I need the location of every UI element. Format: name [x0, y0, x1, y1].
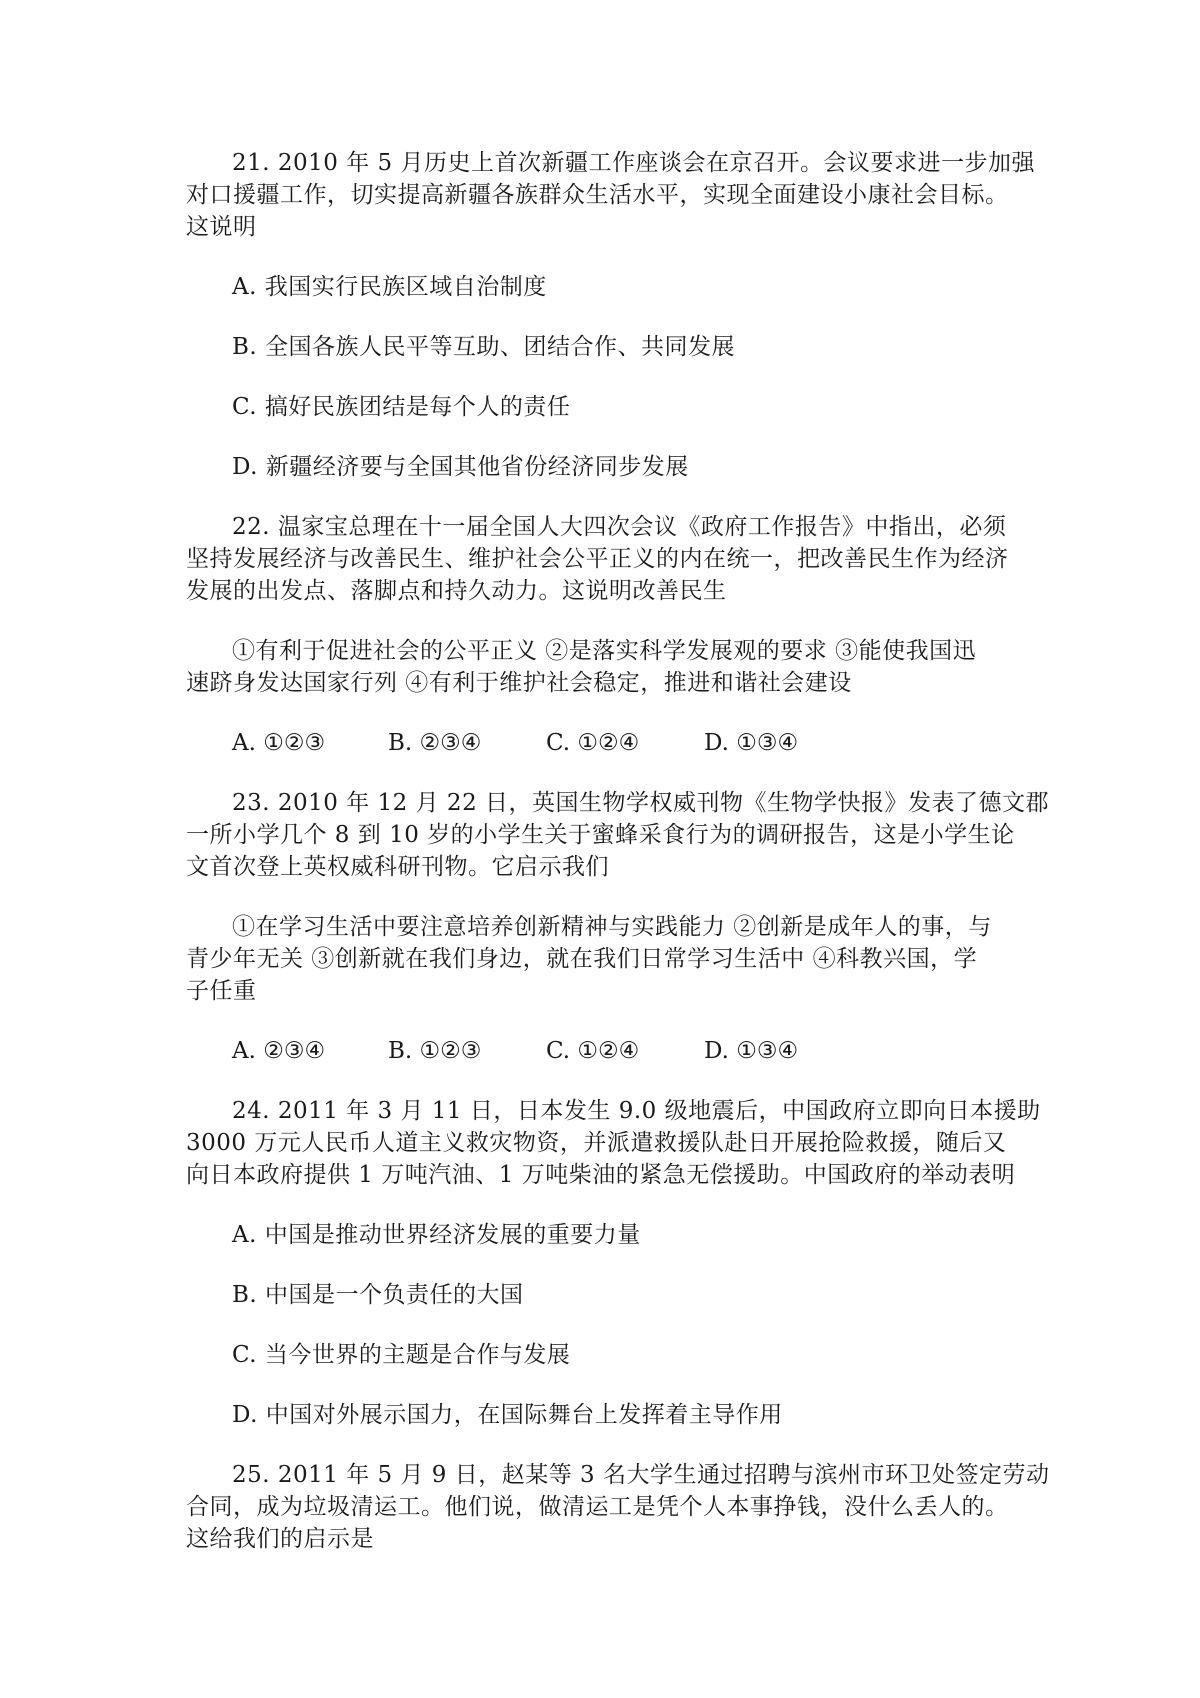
statement-line: 子任重 [186, 978, 257, 1004]
question-stem-line: 一所小学几个 8 到 10 岁的小学生关于蜜蜂采食行为的调研报告，这是小学生论 [186, 822, 1015, 848]
statement-line: ①在学习生活中要注意培养创新精神与实践能力 ②创新是成年人的事，与 [232, 914, 992, 940]
option-c: C. ①②④ [546, 730, 640, 756]
question-stem-line: 对口援疆工作，切实提高新疆各族群众生活水平，实现全面建设小康社会目标。 [186, 182, 1009, 208]
option-c: C. ①②④ [546, 1038, 640, 1064]
question-stem-line: 合同，成为垃圾清运工。他们说，做清运工是凭个人本事挣钱，没什么丢人的。 [186, 1494, 1009, 1520]
question-stem-line: 21. 2010 年 5 月历史上首次新疆工作座谈会在京召开。会议要求进一步加强 [232, 150, 1035, 176]
question-stem-line: 23. 2010 年 12 月 22 日，英国生物学权威刊物《生物学快报》发表了德文郡 [232, 790, 1050, 816]
option-d: D. ①③④ [704, 730, 799, 756]
option-b: B. 全国各族人民平等互助、团结合作、共同发展 [232, 334, 736, 360]
option-a: A. 中国是推动世界经济发展的重要力量 [232, 1222, 641, 1248]
question-stem-line: 22. 温家宝总理在十一届全国人大四次会议《政府工作报告》中指出，必须 [232, 514, 1007, 540]
option-a: A. ①②③ [232, 730, 326, 756]
statement-line: 速跻身发达国家行列 ④有利于维护社会稳定，推进和谐社会建设 [186, 670, 852, 696]
option-b: B. 中国是一个负责任的大国 [232, 1282, 524, 1308]
question-stem-line: 文首次登上英权威科研刊物。它启示我们 [186, 854, 609, 880]
question-stem-line: 这给我们的启示是 [186, 1526, 374, 1552]
statement-line: 青少年无关 ③创新就在我们身边，就在我们日常学习生活中 ④科教兴国，学 [186, 946, 978, 972]
option-c: C. 搞好民族团结是每个人的责任 [232, 394, 571, 420]
question-stem-line: 25. 2011 年 5 月 9 日，赵某等 3 名大学生通过招聘与滨州市环卫处签定劳动 [232, 1462, 1050, 1488]
option-a: A. ②③④ [232, 1038, 326, 1064]
option-b: B. ①②③ [388, 1038, 482, 1064]
option-a: A. 我国实行民族区域自治制度 [232, 274, 547, 300]
question-stem-line: 3000 万元人民币人道主义救灾物资，并派遣救援队赴日开展抢险救援，随后又 [186, 1130, 1007, 1156]
question-stem-line: 这说明 [186, 214, 257, 240]
question-stem-line: 坚持发展经济与改善民生、维护社会公平正义的内在统一，把改善民生作为经济 [186, 546, 1009, 572]
option-d: D. ①③④ [704, 1038, 799, 1064]
question-stem-line: 24. 2011 年 3 月 11 日，日本发生 9.0 级地震后，中国政府立即向日本援助 [232, 1098, 1041, 1124]
option-b: B. ②③④ [388, 730, 482, 756]
question-stem-line: 向日本政府提供 1 万吨汽油、1 万吨柴油的紧急无偿援助。中国政府的举动表明 [186, 1162, 1016, 1188]
option-d: D. 中国对外展示国力，在国际舞台上发挥着主导作用 [232, 1402, 783, 1428]
statement-line: ①有利于促进社会的公平正义 ②是落实科学发展观的要求 ③能使我国迅 [232, 638, 977, 664]
option-c: C. 当今世界的主题是合作与发展 [232, 1342, 571, 1368]
option-d: D. 新疆经济要与全国其他省份经济同步发展 [232, 454, 689, 480]
question-stem-line: 发展的出发点、落脚点和持久动力。这说明改善民生 [186, 578, 727, 604]
